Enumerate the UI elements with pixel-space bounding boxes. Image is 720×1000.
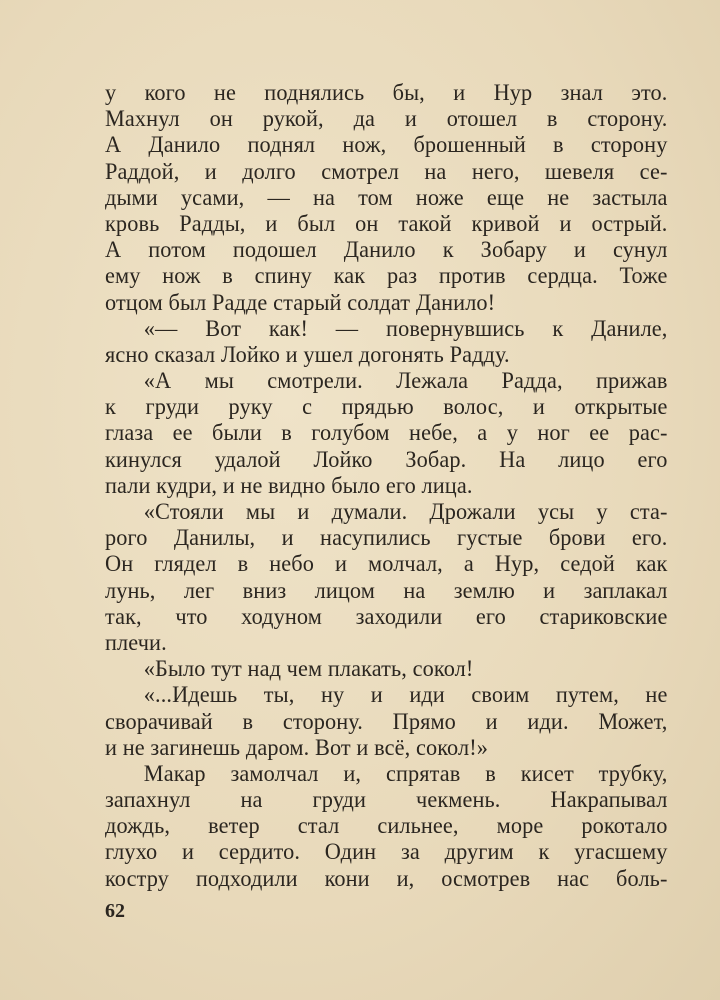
text-line: к груди руку с прядью волос, и открытые: [105, 394, 668, 420]
text-line: «— Вот как! — повернувшись к Даниле,: [143, 315, 668, 341]
paragraph: [105, 761, 668, 892]
paragraph: [105, 80, 668, 316]
paragraph: [105, 682, 668, 761]
text-line: дыми усами, — на том ноже еще не застыла: [105, 184, 668, 210]
text-line: глухо и сердито. Один за другим к угасшему: [105, 839, 668, 865]
text-line: костру подходили кони и, осмотрев нас боль-: [105, 865, 668, 891]
text-line: ясно сказал Лойко и ушел догонять Радду.: [105, 341, 510, 367]
text-line: Раддой, и долго смотрел на него, шевеля се-: [105, 158, 668, 184]
text-line: А Данило поднял нож, брошенный в сторону: [105, 132, 668, 158]
text-line: Махнул он рукой, да и отошел в сторону.: [105, 106, 668, 132]
text-line: «...Идешь ты, ну и иди своим путем, не: [143, 682, 668, 708]
text-line: «Стояли мы и думали. Дрожали усы у ста-: [143, 499, 668, 524]
text-line: глаза ее были в голубом небе, а у ног ее рас-: [105, 420, 668, 446]
text-line: запахнул на груди чекмень. Накрапывал: [105, 787, 668, 813]
paragraph: [105, 499, 668, 656]
text-line: лунь, лег вниз лицом на землю и заплакал: [105, 577, 668, 603]
paragraph: [105, 656, 668, 682]
text-line: «А мы смотрели. Лежала Радда, прижав: [143, 368, 668, 394]
page-number: 62: [105, 900, 125, 922]
paragraph: [105, 316, 668, 368]
text-line: плечи.: [105, 629, 167, 655]
text-line: Он глядел в небо и молчал, а Нур, седой как: [105, 551, 668, 577]
text-line: дождь, ветер стал сильнее, море рокотало: [105, 813, 668, 839]
text-line: сворачивай в сторону. Прямо и иди. Может,: [105, 708, 668, 734]
text-line: рого Данилы, и насупились густые брови его.: [105, 525, 668, 551]
text-line: у кого не поднялись бы, и Нур знал это.: [105, 80, 668, 105]
text-line: ему нож в спину как раз против сердца. Тоже: [105, 263, 668, 289]
text-line: А потом подошел Данило к Зобару и сунул: [105, 237, 668, 263]
text-line: кровь Радды, и был он такой кривой и острый.: [105, 210, 668, 236]
text-line: так, что ходуном заходили его стариковские: [105, 603, 668, 629]
text-line: кинулся удалой Лойко Зобар. На лицо его: [105, 446, 668, 472]
text-line: пали кудри, и не видно было его лица.: [105, 472, 473, 498]
book-page-text: [105, 80, 668, 892]
text-line: и не загинешь даром. Вот и всё, сокол!»: [105, 734, 488, 760]
paragraph: [105, 368, 668, 499]
text-line: Макар замолчал и, спрятав в кисет трубку,: [143, 760, 668, 786]
text-line: отцом был Радде старый солдат Данило!: [105, 289, 496, 315]
text-line: «Было тут над чем плакать, сокол!: [143, 656, 474, 682]
